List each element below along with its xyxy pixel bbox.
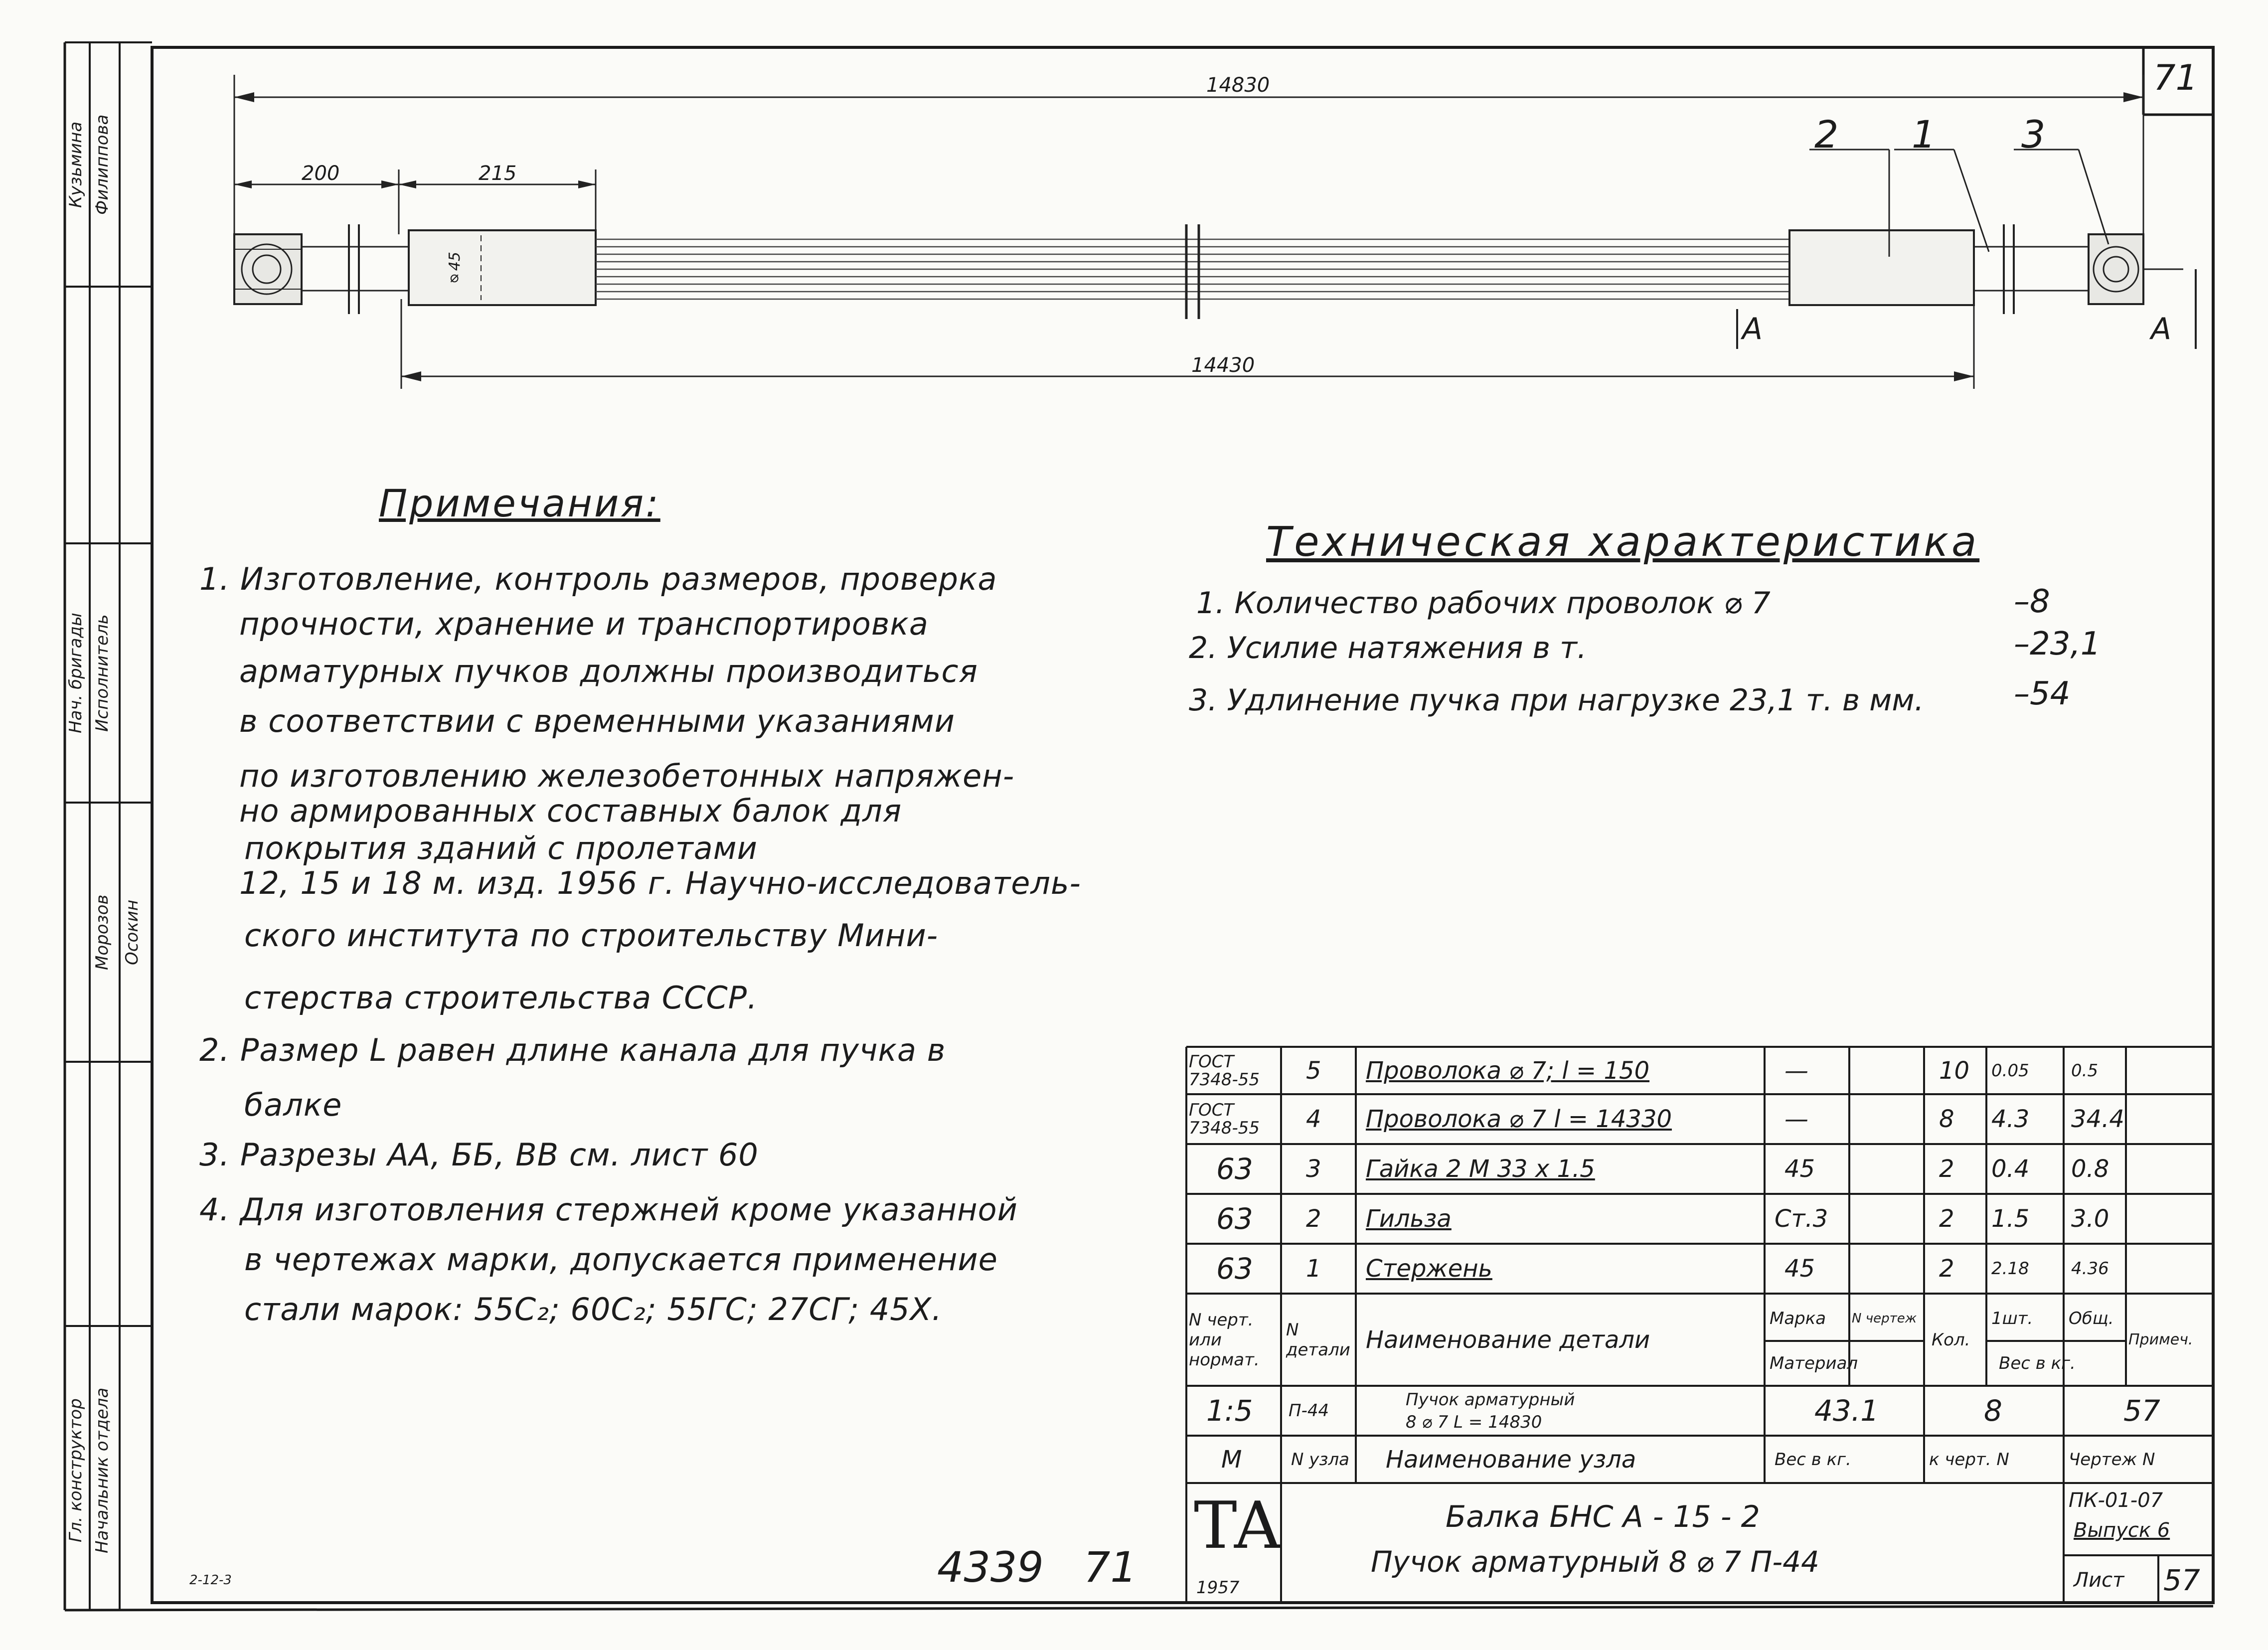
table-cell-name: Проволока ⌀ 7 l = 14330 — [1366, 1105, 1672, 1133]
sheet-number-top: 71 — [2153, 57, 2198, 98]
dim-overall: 14830 — [1206, 74, 1270, 97]
inventory-number: 4339 71 — [937, 1543, 1137, 1592]
note-line: но армированных составных балок для — [239, 793, 902, 829]
table-cell-qty: 10 — [1939, 1056, 1970, 1085]
table-cell-w1: 4.3 — [1991, 1105, 2030, 1133]
note-line: в чертежах марки, допускается применение — [244, 1241, 998, 1278]
notes-title: Примечания: — [379, 481, 660, 525]
corner-note: 2-12-3 — [189, 1573, 232, 1588]
node-header-sheet: к черт. N — [1929, 1449, 2009, 1470]
stamp-name-1: Кузьмина — [66, 121, 86, 208]
dim-inner: 14430 — [1191, 354, 1255, 377]
table-cell-doc: 63 — [1216, 1252, 1253, 1286]
title-line-2: Пучок арматурный 8 ⌀ 7 П-44 — [1371, 1544, 1819, 1579]
series-line-2: Выпуск 6 — [2074, 1519, 2170, 1542]
stamp-role-head: Начальник отдела — [92, 1387, 112, 1554]
note-line: 2. Размер L равен длине канала для пучка в — [199, 1032, 946, 1068]
table-cell-qty: 8 — [1939, 1105, 1954, 1133]
stamp-name-4: Осокин — [122, 899, 142, 965]
dim-diameter: ⌀45 — [446, 252, 464, 289]
stamp-name-2: Филиппова — [92, 114, 112, 215]
table-cell-name: Проволока ⌀ 7; l = 150 — [1366, 1056, 1650, 1085]
table-header-material: Материал — [1770, 1353, 1858, 1373]
table-cell-qty: 2 — [1939, 1155, 1954, 1183]
table-header-qty: Кол. — [1932, 1329, 1970, 1350]
table-cell-wt: 4.36 — [2071, 1259, 2109, 1279]
table-header-wt: Общ. — [2069, 1309, 2114, 1328]
node-header-drawing: Чертеж N — [2069, 1449, 2155, 1470]
note-line: ского института по строительству Мини- — [244, 917, 939, 954]
table-cell-doc: ГОСТ 7348-55 — [1189, 1051, 1260, 1090]
table-cell-mark: — — [1784, 1105, 1808, 1133]
section-mark-left: А — [1742, 312, 1763, 346]
node-name-line-2: 8 ⌀ 7 L = 14830 — [1406, 1412, 1542, 1432]
logo-ta: ТА — [1194, 1487, 1279, 1563]
logo-year: 1957 — [1196, 1578, 1240, 1598]
note-line: прочности, хранение и транспортировка — [239, 606, 929, 642]
note-line: 12, 15 и 18 м. изд. 1956 г. Научно-исследователь- — [239, 865, 1081, 901]
tech-item-label: 3. Удлинение пучка при нагрузке 23,1 т. в мм. — [1189, 683, 1924, 718]
table-header-mark: Марка — [1770, 1309, 1826, 1328]
table-cell-pos: 1 — [1306, 1255, 1321, 1283]
table-cell-qty: 2 — [1939, 1255, 1954, 1283]
node-header-name: Наименование узла — [1386, 1445, 1636, 1474]
callout-3: 3 — [2021, 112, 2046, 157]
table-cell-mark: 45 — [1784, 1255, 1815, 1283]
stamp-name-3: Морозов — [92, 894, 112, 970]
node-number: П-44 — [1289, 1401, 1329, 1421]
node-sheet: 8 — [1984, 1394, 2002, 1428]
node-drawing: 57 — [2123, 1394, 2160, 1428]
sheet-label: Лист — [2074, 1569, 2124, 1592]
callout-1: 1 — [1912, 112, 1936, 157]
table-cell-wt: 0.5 — [2071, 1060, 2099, 1081]
table-cell-mark: 45 — [1784, 1155, 1815, 1183]
table-header-note: Примеч. — [2128, 1331, 2193, 1348]
table-cell-w1: 2.18 — [1991, 1259, 2029, 1279]
table-cell-pos: 5 — [1306, 1056, 1321, 1085]
table-header-pos: N детали — [1286, 1320, 1350, 1360]
node-header-weight: Вес в кг. — [1775, 1449, 1851, 1470]
table-cell-wt: 0.8 — [2071, 1155, 2109, 1183]
note-line: арматурных пучков должны производиться — [239, 653, 978, 689]
table-header-w1: 1шт. — [1991, 1309, 2033, 1328]
node-scale: 1:5 — [1206, 1394, 1253, 1428]
note-line: стали марок: 55С₂; 60С₂; 55ГС; 27СГ; 45Х. — [244, 1291, 942, 1327]
note-line: 3. Разрезы АА, ББ, ВВ см. лист 60 — [199, 1137, 759, 1173]
table-cell-pos: 4 — [1306, 1105, 1321, 1133]
sheet-number: 57 — [2163, 1563, 2200, 1597]
note-line: балке — [244, 1087, 342, 1123]
table-cell-doc: 63 — [1216, 1202, 1253, 1236]
note-line: покрытия зданий с пролетами — [244, 830, 758, 866]
tech-title: Техническая характеристика — [1266, 518, 1980, 566]
table-cell-name: Гайка 2 М 33 х 1.5 — [1366, 1155, 1595, 1183]
table-header-doc: N черт. или нормат. — [1189, 1310, 1260, 1370]
stamp-role-brigade: Нач. бригады — [66, 613, 86, 733]
series-line-1: ПК-01-07 — [2069, 1489, 2163, 1512]
table-cell-doc: ГОСТ 7348-55 — [1189, 1100, 1260, 1138]
callout-2: 2 — [1814, 112, 1839, 157]
dim-200: 200 — [302, 162, 340, 185]
note-line: 4. Для изготовления стержней кроме указанной — [199, 1191, 1018, 1228]
tech-item-label: 2. Усилие натяжения в т. — [1189, 631, 1587, 665]
table-header-mark-no: N чертеж — [1852, 1311, 1917, 1326]
table-cell-pos: 2 — [1306, 1205, 1321, 1233]
table-header-name: Наименование детали — [1366, 1325, 1650, 1354]
stamp-role-chief: Гл. конструктор — [66, 1398, 86, 1543]
table-cell-name: Гильза — [1366, 1205, 1452, 1233]
table-cell-wt: 3.0 — [2071, 1205, 2109, 1233]
note-line: в соответствии с временными указаниями — [239, 703, 955, 739]
table-cell-name: Стержень — [1366, 1255, 1492, 1283]
tech-item-value: –54 — [2014, 675, 2071, 712]
table-cell-w1: 0.4 — [1991, 1155, 2030, 1183]
table-cell-mark: Ст.3 — [1775, 1205, 1828, 1233]
tech-item-label: 1. Количество рабочих проволок ⌀ 7 — [1196, 586, 1771, 621]
table-cell-qty: 2 — [1939, 1205, 1954, 1233]
table-cell-doc: 63 — [1216, 1152, 1253, 1186]
node-header-scale: М — [1221, 1445, 1242, 1474]
node-header-number: N узла — [1291, 1449, 1350, 1470]
table-header-weight: Вес в кг. — [1999, 1353, 2076, 1373]
table-cell-wt: 34.4 — [2071, 1105, 2124, 1133]
table-cell-w1: 0.05 — [1991, 1060, 2029, 1081]
node-name-line-1: Пучок арматурный — [1406, 1389, 1575, 1410]
node-weight: 43.1 — [1814, 1394, 1879, 1428]
title-line-1: Балка БНС А - 15 - 2 — [1446, 1499, 1760, 1534]
stamp-role-executor: Исполнитель — [92, 614, 112, 732]
note-line: по изготовлению железобетонных напряжен- — [239, 758, 1015, 794]
dim-215: 215 — [479, 162, 517, 185]
tech-item-value: –8 — [2014, 583, 2050, 620]
table-cell-w1: 1.5 — [1991, 1205, 2030, 1233]
tech-item-value: –23,1 — [2014, 626, 2101, 662]
table-cell-pos: 3 — [1306, 1155, 1321, 1183]
section-mark-right: А — [2151, 312, 2172, 346]
note-line: 1. Изготовление, контроль размеров, проверка — [199, 561, 997, 597]
table-cell-mark: — — [1784, 1056, 1808, 1085]
note-line: стерства строительства СССР. — [244, 980, 758, 1016]
